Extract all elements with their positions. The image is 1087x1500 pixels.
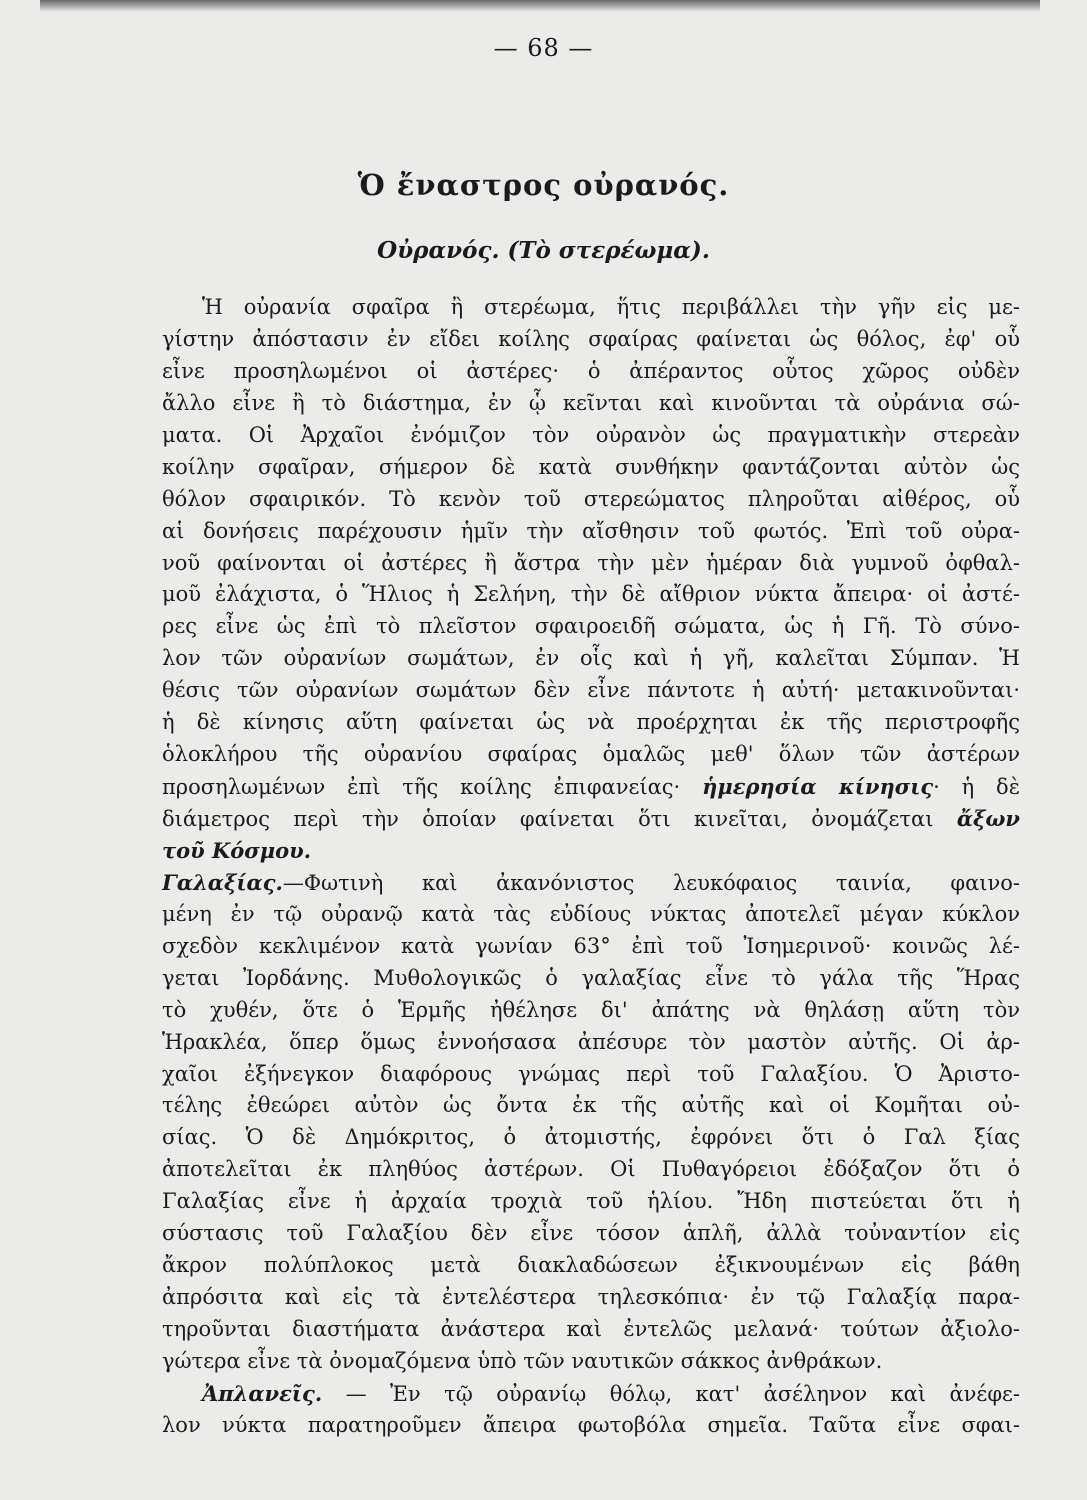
text-line: ὁλοκλήρου τῆς οὐρανίου σφαίρας ὁμαλῶς μεθ' ὅλων τῶν ἀστέρων [162, 742, 1020, 767]
term-daily-motion: ἡμερησία κίνησις [702, 774, 934, 800]
text-line: ἀπρόσιτα καὶ εἰς τὰ ἐντελέστερα τηλεσκόπια· ἐν τῷ Γαλαξίᾳ παρα- [162, 1285, 1020, 1310]
text-line: ἀποτελεῖται ἐκ πληθύος ἀστέρων. Οἱ Πυθαγόρειοι ἐδόξαζον ὅτι ὁ [162, 1157, 1020, 1182]
text-line: ἄκρον πολύπλοκος μετὰ διακλαδώσεων ἐξικνουμένων εἰς βάθη [162, 1253, 1020, 1278]
text-line: σχεδὸν κεκλιμένον κατὰ γωνίαν 63° ἐπὶ τοῦ Ἰσημερινοῦ· κοινῶς λέ- [162, 933, 1020, 958]
text-run: προσηλωμένων ἐπὶ τῆς κοίλης ἐπιφανείας· [162, 775, 681, 800]
text-line: κοίλην σφαῖραν, σήμερον δὲ κατὰ συνθήκην φαντάζονται αὐτὸν ὡς [162, 454, 1020, 479]
text-line: γεται Ἰορδάνης. Μυθολογικῶς ὁ γαλαξίας εἶνε τὸ γάλα τῆς Ἥρας [162, 965, 1020, 990]
text-line: εἶνε προσηλωμένοι οἱ ἀστέρες· ὁ ἀπέραντος οὗτος χῶρος οὐδὲν [162, 358, 1020, 383]
page-number: — 68 — [493, 34, 594, 62]
text-line: ἄλλο εἶνε ἢ τὸ διάστημα, ἐν ᾧ κεῖνται καὶ κινοῦνται τὰ οὐράνια σώ- [162, 390, 1020, 415]
term-fixed-stars: Ἀπλανεῖς. [202, 1380, 323, 1406]
text-line: σύστασις τοῦ Γαλαξίου δὲν εἶνε τόσον ἁπλῆ, ἀλλὰ τοὐναντίον εἰς [162, 1221, 1020, 1246]
text-line [162, 1378, 1020, 1410]
text-line: θόλον σφαιρικόν. Τὸ κενὸν τοῦ στερεώματος πληροῦται αἰθέρος, οὗ [162, 486, 1020, 511]
text-line: ἡ δὲ κίνησις αὕτη φαίνεται ὡς νὰ προέρχηται ἐκ τῆς περιστροφῆς [162, 710, 1020, 735]
text-line: σίας. Ὁ δὲ Δημόκριτος, ὁ ἀτομιστής, ἐφρόνει ὅτι ὁ Γαλ ξίας [162, 1125, 1020, 1150]
section-subtitle: Οὐρανός. (Τὸ στερέωμα). [377, 237, 710, 264]
text-line: τέλης ἐθεώρει αὐτὸν ὡς ὄντα ἐκ τῆς αὐτῆς καὶ οἱ Κομῆται οὐ- [162, 1093, 1020, 1118]
text-line: αἱ δονήσεις παρέχουσιν ἡμῖν τὴν αἴσθησιν τοῦ φωτός. Ἐπὶ τοῦ οὐρα- [162, 518, 1020, 543]
text-line [162, 803, 1020, 835]
body-text [162, 292, 1020, 1442]
text-line [162, 771, 1020, 803]
text-run: — Ἐν τῷ οὐρανίῳ θόλῳ, κατ' ἀσέληνον καὶ ἀνέφε- [345, 1381, 1020, 1406]
text-line: νοῦ φαίνονται οἱ ἀστέρες ἢ ἄστρα τὴν μὲν ἡμέραν διὰ γυμνοῦ ὀφθαλ- [162, 550, 1020, 575]
text-run: διάμετρος περὶ τὴν ὁποίαν φαίνεται ὅτι κινεῖται, ὀνομάζεται [162, 807, 934, 831]
text-line: μοῦ ἐλάχιστα, ὁ Ἥλιος ἡ Σελήνη, τὴν δὲ αἴθριον νύκτα ἄπειρα· οἱ ἀστέ- [162, 582, 1020, 607]
text-line: θέσις τῶν οὐρανίων σωμάτων δὲν εἶνε πάντοτε ἡ αὐτή· μετακινοῦνται· [162, 678, 1020, 703]
text-line: χαῖοι ἐξήνεγκον διαφόρους γνώμας περὶ τοῦ Γαλαξίου. Ὁ Ἀριστο- [162, 1061, 1020, 1086]
text-line: Γαλαξίας εἶνε ἡ ἀρχαία τροχιὰ τοῦ ἡλίου. Ἤδη πιστεύεται ὅτι ἡ [162, 1189, 1020, 1214]
text-line: ρες εἶνε ὡς ἐπὶ τὸ πλεῖστον σφαιροειδῆ σώματα, ὡς ἡ Γῆ. Τὸ σύνο- [162, 614, 1020, 639]
text-line: τηροῦνται διαστήματα ἀνάστερα καὶ ἐντελῶς μελανά· τούτων ἀξιολο- [162, 1317, 1020, 1341]
text-line: τὸ χυθέν, ὅτε ὁ Ἑρμῆς ἠθέλησε δι' ἀπάτης νὰ θηλάσῃ αὕτη τὸν [162, 997, 1020, 1022]
text-line [162, 867, 1020, 899]
chapter-title: Ὁ ἔναστρος οὐρανός. [357, 168, 730, 202]
text-line: γώτερα εἶνε τὰ ὀνομαζόμενα ὑπὸ τῶν ναυτικῶν σάκκος ἀνθράκων. [162, 1348, 883, 1373]
term-axis: ἄξων [956, 806, 1020, 831]
text-run: —Φωτινὴ καὶ ἀκανόνιστος λευκόφαιος ταινία, φαινο- [282, 870, 1020, 895]
text-line: λον νύκτα παρατηροῦμεν ἄπειρα φωτοβόλα σημεῖα. Ταῦτα εἶνε σφαι- [162, 1412, 1020, 1437]
text-line: μένη ἐν τῷ οὐρανῷ κατὰ τὰς εὐδίους νύκτας ἀποτελεῖ μέγαν κύκλον [162, 901, 1020, 926]
text-run: · ἡ δὲ [933, 775, 1020, 800]
term-axis-of-world: τοῦ Κόσμου. [162, 837, 312, 863]
text-line: λον τῶν οὐρανίων σωμάτων, ἐν οἷς καὶ ἡ γῆ, καλεῖται Σύμπαν. Ἡ [162, 646, 1020, 671]
text-line: γίστην ἀπόστασιν ἐν εἴδει κοίλης σφαίρας φαίνεται ὡς θόλος, ἐφ' οὗ [162, 326, 1020, 351]
text-line: Ἡ οὐρανία σφαῖρα ἢ στερέωμα, ἥτις περιβάλλει τὴν γῆν εἰς με- [202, 295, 1020, 319]
term-galaxy: Γαλαξίας. [162, 869, 283, 895]
text-line: Ἡρακλέα, ὅπερ ὅμως ἐννοήσασα ἀπέσυρε τὸν μαστὸν αὐτῆς. Οἱ ἀρ- [162, 1029, 1020, 1054]
text-line: ματα. Οἱ Ἀρχαῖοι ἐνόμιζον τὸν οὐρανὸν ὡς πραγματικὴν στερεὰν [162, 422, 1020, 447]
